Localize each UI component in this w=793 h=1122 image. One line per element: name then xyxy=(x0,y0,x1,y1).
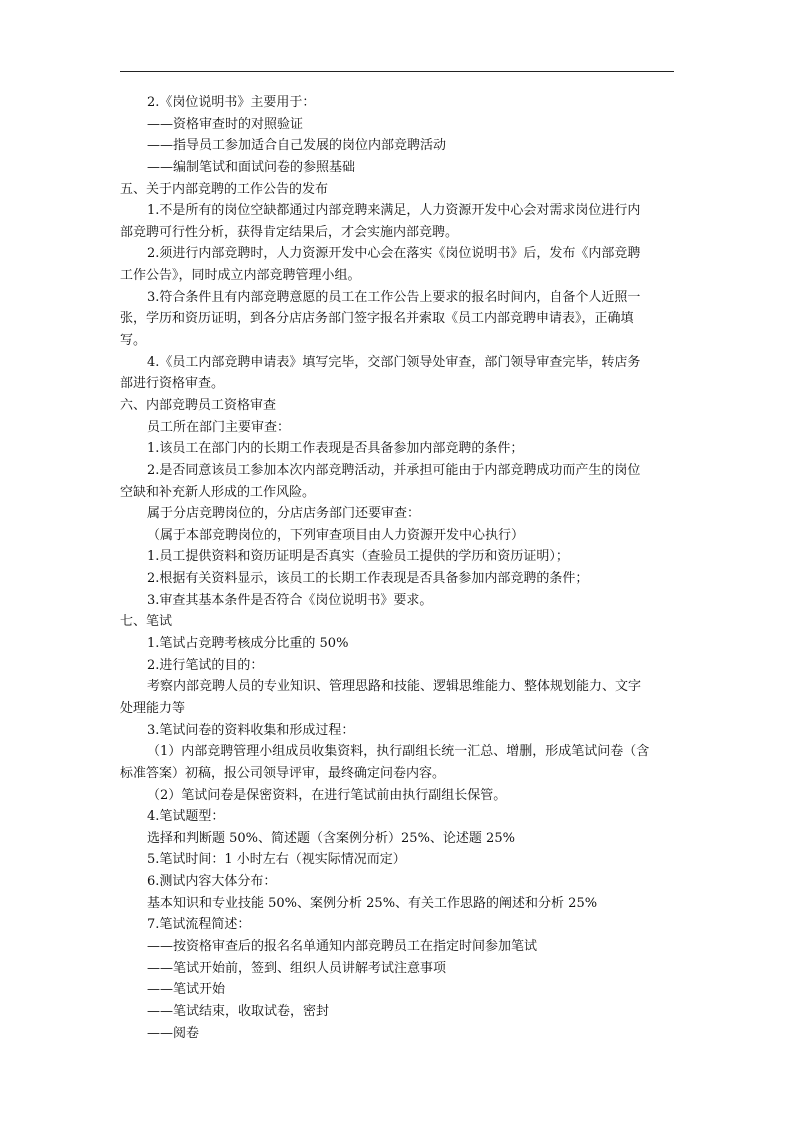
text-line: 4.笔试题型： xyxy=(147,809,225,825)
text-line: 五、关于内部竞聘的工作公告的发布 xyxy=(120,181,329,197)
text-line: 2.是否同意该员工参加本次内部竞聘活动，并承担可能由于内部竞聘成功而产生的岗位 xyxy=(147,462,641,478)
text-line: ——笔试开始 xyxy=(147,982,226,998)
text-line: 标准答案）初稿，报公司领导评审，最终确定问卷内容。 xyxy=(120,765,446,781)
text-line: 部竞聘可行性分析，获得肯定结果后，才会实施内部竞聘。 xyxy=(120,224,459,240)
text-line: ——笔试结束，收取试卷，密封 xyxy=(147,1003,330,1019)
text-line: 3.笔试问卷的资料收集和形成过程： xyxy=(147,722,355,738)
document-body xyxy=(120,92,676,1044)
text-line: 基本知识和专业技能 50%、案例分析 25%、有关工作思路的阐述和分析 25% xyxy=(147,895,598,911)
text-line: 选择和判断题 50%、简述题（含案例分析）25%、论述题 25% xyxy=(147,830,515,846)
text-line: 1.该员工在部门内的长期工作表现是否具备参加内部竞聘的条件； xyxy=(147,441,524,457)
text-line: 2.进行笔试的目的： xyxy=(147,657,264,673)
text-line: （1）内部竞聘管理小组成员收集资料，执行副组长统一汇总、增删，形成笔试问卷（含 xyxy=(147,744,650,760)
text-line: 张，学历和资历证明，到各分店店务部门签字报名并索取《员工内部竞聘申请表》，正确填 xyxy=(120,311,634,327)
text-line: 6.测试内容大体分布： xyxy=(147,874,277,890)
text-line: 5.笔试时间：1 小时左右（视实际情况而定） xyxy=(147,852,406,868)
text-line: 2.根据有关资料显示，该员工的长期工作表现是否具备参加内部竞聘的条件； xyxy=(147,571,589,587)
text-line: 4.《员工内部竞聘申请表》填写完毕，交部门领导处审查，部门领导审查完毕，转店务 xyxy=(147,354,641,370)
text-line: 处理能力等 xyxy=(120,700,186,716)
text-line: 7.笔试流程简述： xyxy=(147,917,251,933)
text-line: 部进行资格审查。 xyxy=(120,376,225,392)
text-line: 2.《岗位说明书》主要用于： xyxy=(147,95,316,110)
text-line: 3.符合条件且有内部竞聘意愿的员工在工作公告上要求的报名时间内，自备个人近照一 xyxy=(147,289,641,305)
text-line: 六、内部竞聘员工资格审查 xyxy=(120,397,277,413)
text-line: ——阅卷 xyxy=(147,1025,200,1041)
text-line: ——按资格审查后的报名名单通知内部竞聘员工在指定时间参加笔试 xyxy=(147,938,538,954)
text-line: 2.须进行内部竞聘时，人力资源开发中心会在落实《岗位说明书》后，发布《内部竞聘 xyxy=(147,246,641,262)
text-line: 工作公告》，同时成立内部竞聘管理小组。 xyxy=(120,268,361,284)
text-line: 1.不是所有的岗位空缺都通过内部竞聘来满足，人力资源开发中心会对需求岗位进行内 xyxy=(147,203,641,219)
text-line: 3.审查其基本条件是否符合《岗位说明书》要求。 xyxy=(147,592,433,608)
header-rule xyxy=(120,71,674,72)
text-line: ——资格审查时的对照验证 xyxy=(147,116,304,132)
text-line: 写。 xyxy=(120,333,147,349)
text-line: 七、笔试 xyxy=(120,614,173,630)
text-line: 属于分店竞聘岗位的，分店店务部门还要审查： xyxy=(147,506,421,522)
text-line: ——指导员工参加适合自己发展的岗位内部竞聘活动 xyxy=(147,138,447,154)
text-line: 空缺和补充新人形成的工作风险。 xyxy=(120,484,316,500)
text-line: 1.员工提供资料和资历证明是否真实（查验员工提供的学历和资历证明）； xyxy=(147,549,569,565)
text-line: ——笔试开始前，签到、组织人员讲解考试注意事项 xyxy=(147,960,447,976)
text-line: （属于本部竞聘岗位的，下列审查项目由人力资源开发中心执行） xyxy=(147,527,525,543)
text-line: 考察内部竞聘人员的专业知识、管理思路和技能、逻辑思维能力、整体规划能力、文字 xyxy=(147,679,642,695)
text-line: 员工所在部门主要审查： xyxy=(147,419,291,435)
text-line: （2）笔试问卷是保密资料，在进行笔试前由执行副组长保管。 xyxy=(147,787,507,803)
text-line: ——编制笔试和面试问卷的参照基础 xyxy=(147,159,356,175)
text-line: 1.笔试占竞聘考核成分比重的 50% xyxy=(147,636,349,652)
